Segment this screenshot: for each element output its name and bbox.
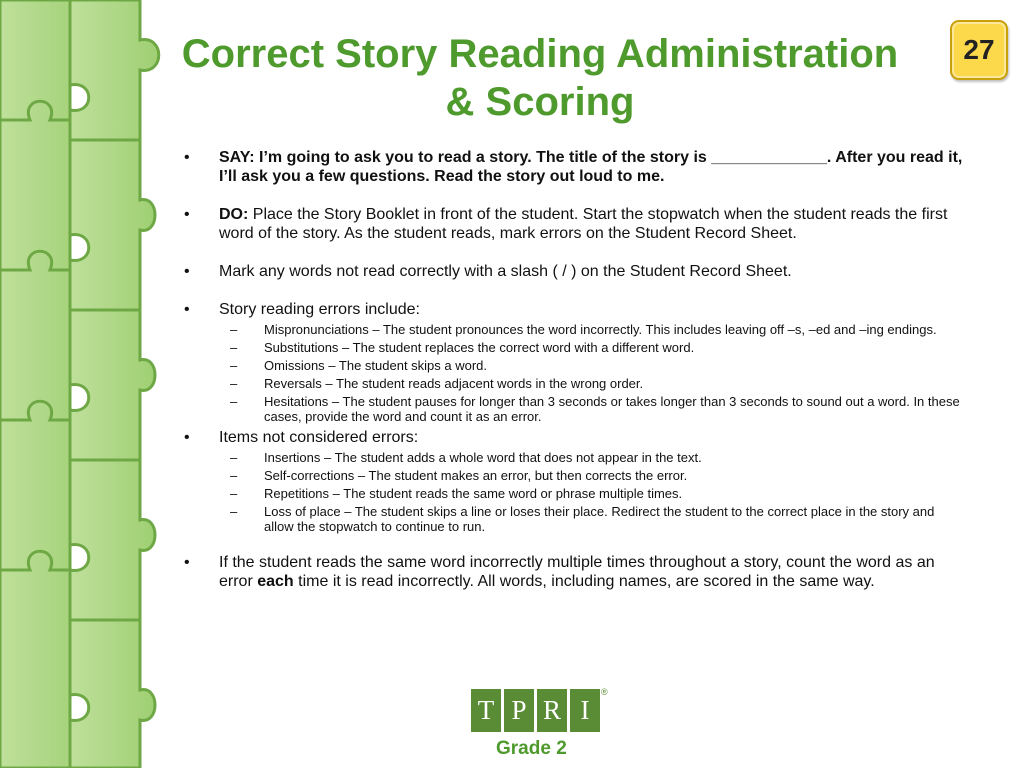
dash-marker: –	[230, 468, 238, 483]
logo-letter: T	[471, 689, 501, 732]
repeated-errors-text-end: time it is read incorrectly. All words, including names, are scored in the same way.	[293, 573, 875, 590]
dash-marker: –	[230, 340, 238, 355]
do-label: DO:	[219, 206, 249, 223]
list-item	[175, 450, 965, 465]
slide-content	[175, 148, 965, 591]
logo-letter: P	[504, 689, 534, 732]
dash-marker: –	[230, 322, 238, 337]
title-line-1: Correct Story Reading Administration	[181, 32, 899, 76]
puzzle-pieces-icon	[0, 0, 170, 768]
list-item	[175, 504, 965, 534]
bullet-not-errors	[175, 428, 965, 447]
bullet-errors-include	[175, 300, 965, 319]
not-errors-text: Items not considered errors:	[219, 429, 419, 446]
errors-include-text: Story reading errors include:	[219, 301, 420, 318]
dash-marker: –	[230, 394, 238, 409]
logo-letters	[471, 689, 600, 732]
list-item-text: Reversals – The student reads adjacent words in the wrong order.	[264, 376, 644, 391]
dash-marker: –	[230, 376, 238, 391]
logo-letter: R	[537, 689, 567, 732]
list-item-text: Mispronunciations – The student pronounces the word incorrectly. This includes leaving off –s, –ed and –ing endings.	[264, 322, 937, 337]
list-item	[175, 468, 965, 483]
list-item-text: Repetitions – The student reads the same word or phrase multiple times.	[264, 486, 683, 501]
list-item	[175, 340, 965, 355]
bullet-marker: •	[184, 429, 190, 446]
grade-label: Grade 2	[496, 738, 567, 759]
list-item	[175, 486, 965, 501]
bullet-marker: •	[184, 301, 190, 318]
bullet-repeated-errors	[175, 553, 965, 591]
list-item-text: Substitutions – The student replaces the correct word with a different word.	[264, 340, 695, 355]
dash-marker: –	[230, 504, 238, 519]
list-item-text: Insertions – The student adds a whole word that does not appear in the text.	[264, 450, 702, 465]
do-text: Place the Story Booklet in front of the student. Start the stopwatch when the student reads the first word of the story. As the student reads, mark errors on the Student Record Sheet.	[219, 206, 948, 242]
list-item	[175, 358, 965, 373]
tpri-logo	[471, 687, 608, 759]
list-item-text: Hesitations – The student pauses for longer than 3 seconds or takes longer than 3 seconds to sound out a word. In these cases, provide the word and count it as an error.	[264, 394, 960, 424]
dash-marker: –	[230, 358, 238, 373]
bullet-do	[175, 205, 965, 243]
registered-mark: ®	[601, 687, 608, 697]
say-text: SAY: I’m going to ask you to read a story. The title of the story is _____________. After you read it, I’ll ask you a few questions. Read the story out loud to me.	[219, 149, 963, 185]
bullet-marker: •	[184, 554, 190, 571]
page-title	[160, 30, 920, 126]
dash-marker: –	[230, 450, 238, 465]
mark-words-text: Mark any words not read correctly with a slash ( / ) on the Student Record Sheet.	[219, 263, 792, 280]
list-item-text: Loss of place – The student skips a line or loses their place. Redirect the student to the correct place in the story and allow the stopwatch to continue to run.	[264, 504, 935, 534]
bullet-say	[175, 148, 965, 186]
page-number-badge: 27	[950, 20, 1008, 80]
repeated-errors-text: If the student reads the same word incorrectly multiple times throughout a story, count the word as an error	[219, 554, 935, 590]
list-item	[175, 394, 965, 424]
list-item-text: Omissions – The student skips a word.	[264, 358, 488, 373]
each-emphasis: each	[257, 573, 294, 590]
list-item-text: Self-corrections – The student makes an error, but then corrects the error.	[264, 468, 688, 483]
list-item	[175, 376, 965, 391]
bullet-marker: •	[184, 206, 190, 223]
logo-letter: I	[570, 689, 600, 732]
list-item	[175, 322, 965, 337]
dash-marker: –	[230, 486, 238, 501]
bullet-mark-words	[175, 262, 965, 281]
bullet-marker: •	[184, 149, 190, 166]
title-line-2: & Scoring	[445, 80, 635, 124]
bullet-marker: •	[184, 263, 190, 280]
